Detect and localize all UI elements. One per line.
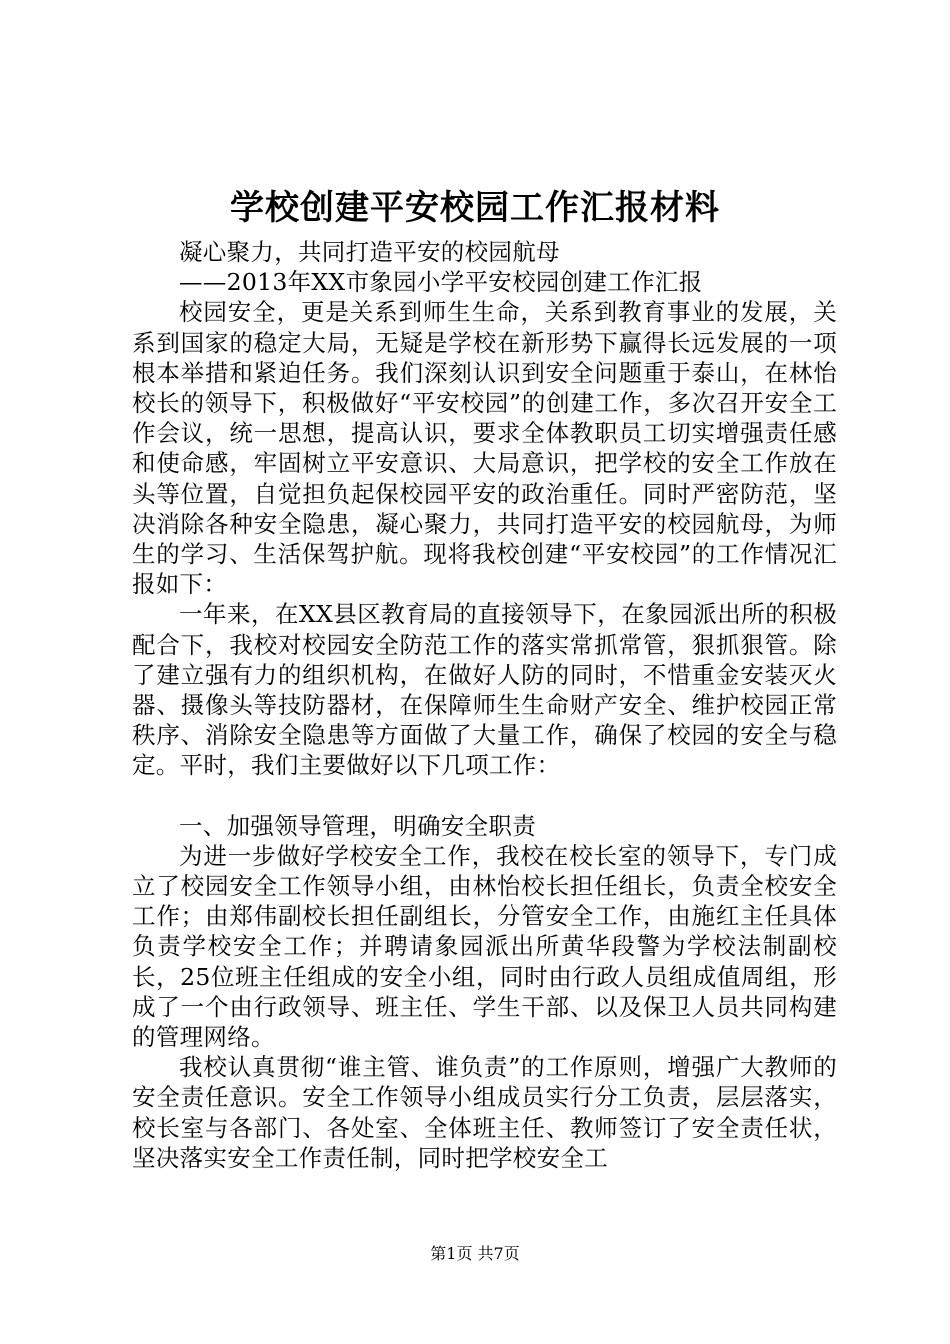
section-heading: 一、加强领导管理，明确安全职责 <box>179 811 536 840</box>
paragraph-intro: 校园安全，更是关系到师生生命，关系到教育事业的发展，关系到国家的稳定大局，无疑是学校在新形势下赢得长远发展的一项根本举措和紧迫任务。我们深刻认识到安全问题重于泰山，在林怡校长的领导下，积极做好“平安校园”的创建工作，多次召开安全工作会议，统一思想，提高认识，要求全体教职员工切实增强责任感和使命感，牢固树立平安意识、大局意识，把学校的安全工作放在头等位置，自觉担负起保校园平安的政治重任。同时严密防范，坚决消除各种安全隐患，凝心聚力，共同打造平安的校园航母，为师生的学习、生活保驾护航。现将我校创建“平安校园”的工作情况汇报如下： <box>132 298 837 599</box>
document-title: 学校创建平安校园工作汇报材料 <box>230 188 720 228</box>
subtitle-slogan: 凝心聚力，共同打造平安的校园航母 <box>179 238 560 266</box>
paragraph-overview: 一年来，在XX县区教育局的直接领导下，在象园派出所的积极配合下，我校对校园安全防范工作的落实常抓常管，狠抓狠管。除了建立强有力的组织机构，在做好人防的同时，不惜重金安装灭火器、摄像头等技防器材，在保障师生生命财产安全、维护校园正常秩序、消除安全隐患等方面做了大量工作，确保了校园的安全与稳定。平时，我们主要做好以下几项工作： <box>132 600 837 780</box>
paragraph-spacer <box>132 781 837 811</box>
subtitle-report-name: ——2013年XX市象园小学平安校园创建工作汇报 <box>179 268 703 297</box>
paragraph-organization: 为进一步做好学校安全工作，我校在校长室的领导下，专门成立了校园安全工作领导小组，由林怡校长担任组长，负责全校安全工作；由郑伟副校长担任副组长，分管安全工作，由施红主任具体负责学校安全工作；并聘请象园派出所黄华段警为学校法制副校长，25位班主任组成的安全小组，同时由行政人员组成值周组，形成了一个由行政领导、班主任、学生干部、以及保卫人员共同构建的管理网络。 <box>132 841 837 1052</box>
page-footer <box>0 1244 950 1264</box>
paragraph-responsibility: 我校认真贯彻“谁主管、谁负责”的工作原则，增强广大教师的安全责任意识。安全工作领导小组成员实行分工负责，层层落实，校长室与各部门、各处室、全体班主任、教师签订了安全责任状，坚决落实安全工作责任制，同时把学校安全工 <box>132 1053 837 1172</box>
page-indicator: 第1页 共7页 <box>430 1244 520 1263</box>
document-body <box>132 237 837 1173</box>
